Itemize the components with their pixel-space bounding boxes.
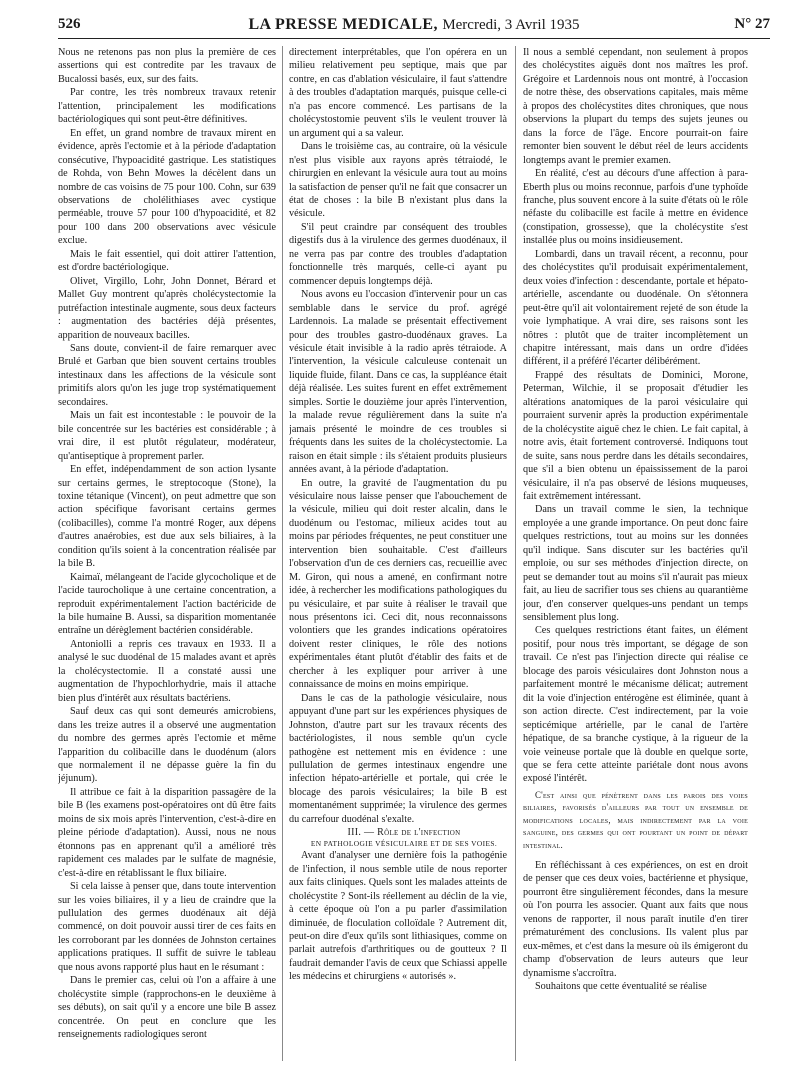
paragraph: S'il peut craindre par conséquent des troubles digestifs dus à la virulence des germes duodénaux, il ne verra pas par contre des troubles d'adaptation fonctionnelle très marqués, celle-ci ayant pu commencer depuis longtemps déjà. [289,221,507,287]
paragraph: En réfléchissant à ces expériences, on est en droit de penser que ces deux voies, bactérienne et physique, pourront être singulièrement fécondes, dans la mesure où l'on pourra les associer. Quant aux faits que nous venons de rapporter, il nous paraît inutile d'en tirer prématurément des conclusions. Ils valent plus par eux-mêmes, et c'est dans la mesure où ils émigeront du champ d'observation de leurs auteurs que leur dynamisme s'accroîtra. [523,859,748,979]
paragraph: Sauf deux cas qui sont demeurés amicrobiens, dans les treize autres il a observé une augmentation du nombre des germes après l'ectomie et même l'apparition du colibacille dans le duodénum (alors que normalement il ne dépasse guère la fin du jéjunum). [58,706,276,785]
paragraph: Antoniolli a repris ces travaux en 1933. Il a analysé le suc duodénal de 15 malades avant et après la cholécystectomie. Il a constaté aussi une augmentation de l'hypochlorhydrie, mais il attache bien plus d'intérêt aux résultats bactériens. [58,638,276,704]
text-column-2 [289,46,507,1061]
small-caps-summary: C'est ainsi que pénètrent dans les parois des voies biliaires, favorisés d'ailleurs par tout un ensemble de modifications locales, mais indirectement par la voie sanguine, des germes qui ont pourtant un point de départ intestinal. [523,789,748,850]
text-column-3 [523,46,748,1061]
paragraph: Il attribue ce fait à la disparition passagère de la bile B (les examens post-opératoires ont dû être faits moins de six mois après l'intervention, c'est-à-dire en pleine période d'adaptation). Aussi, nous ne nous étonnons pas en apprenant qu'il a amélioré très rapidement ces malades par le sulfate de magnésie, c'est-à-dire en rétablissant le flux biliaire. [58,786,276,879]
issue-date: Mercredi, 3 Avril 1935 [442,17,580,33]
paragraph: Mais le fait essentiel, qui doit attirer l'attention, est d'ordre bactériologique. [58,248,276,274]
column-divider [515,46,516,1061]
paragraph: Dans le premier cas, celui où l'on a affaire à une cholécystite simple (rapprochons-en le deuxième à ses débuts), on sait qu'il y a encore une bile B assez concentrée. On peut en conclure que les renseignements radiologiques seront [58,975,276,1041]
paragraph: Si cela laisse à penser que, dans toute intervention sur les voies biliaires, il y a lieu de craindre que la pullulation des germes duodénaux ait déjà commencé, on doit pouvoir aussi tirer de ces faits en les corroborant par les données de Johnston certaines applications pratiques. Il suffit de suivre le tableau que nous avons rapporté plus haut en le résumant : [58,881,276,973]
page-header [58,14,770,39]
paragraph: Ces quelques restrictions étant faites, un élément positif, pour nous très important, se dégage de son travail. Ce n'est pas l'injection directe qui réalise ce blocage des parois vésiculaires dont Johnston nous a parfaitement montré le mécanisme délicat; autrement dit la voie d'injection entérogène est éliminée, quant à son action directe. C'est indirectement, par la voie septicémique artérielle, par le canal de l'artère hépatique, de sa branche cystique, à la rigueur de la voie veineuse portale que là double en quelque sorte, que se fera cette atteinte pariétale dont nous avons exposé l'intérêt. [523,625,748,785]
paragraph: Avant d'analyser une dernière fois la pathogénie de l'infection, il nous semble utile de nous reporter aux faits cliniques. Quels sont les malades atteints de cholécystite ? Sont-ils réellement au déclin de la vie, à cette époque où l'on a pu parler d'assimilation diminuée, de floculation colloïdale ? Autrement dit, peut-on dire d'eux qu'ils sont lithiasiques, comme on parlait autrefois d'arthritiques ou de goutteux ? Il faudrait demander l'avis de ceux que Schiassi appelle les médecins et chirurgiens « autorisés ». [289,850,507,983]
paragraph: Dans le troisième cas, au contraire, où la vésicule n'est plus visible aux rayons après tétraiodé, le chirurgien en enlevant la vésicule aura tout au moins la satisfaction de penser qu'il ne fait que consacrer un état de choses : la bile B n'existant plus dans la vésicule. [289,141,507,220]
paragraph: En réalité, c'est au décours d'une affection à para-Eberth plus ou moins reconnue, parfois d'une typhoïde franche, plus souvent encore à la suite d'états où le rôle néfaste du colibacille est facile à mettre en évidence (constipation, grossesse), que la cholécystite s'est installée plus ou moins insidieusement. [523,168,748,247]
paragraph: En effet, un grand nombre de travaux mirent en évidence, après l'ectomie et à la période d'adaptation consécutive, l'hypoacidité gastrique. Les statistiques de Rohda, von Behn Mowes la décèlent dans un nombre de cas voisins de 75 pour 100. Cohn, sur 639 observations de cholélithiases avec cystique perméable, trouve 57 pour 100 d'hypoacidité, et 82 pour 100 dans 200 observations avec vésicule exclue. [58,127,276,247]
paragraph: Par contre, les très nombreux travaux retenir l'attention, principalement les modifications bactériologiques qui sont peut-être définitives. [58,87,276,126]
paragraph: Dans le cas de la pathologie vésiculaire, nous appuyant d'une part sur les expériences physiques de Johnston, d'autre part sur les travaux récents des bactériologistes, il nous semble qu'un cycle pathogène est nettement mis en évidence : une pullulation de germes intestinaux engendre une infection hépato-artérielle et portale, qui crée le blocage des parois vésiculaires; la bile B est momentanément supprimée; la virulence des germes du carrefour duodénal s'exalte. [289,692,507,825]
text-column-1 [58,46,276,1061]
paragraph: Mais un fait est incontestable : le pouvoir de la bile concentrée sur les bactéries est considérable ; à vrai dire, il est plutôt régulateur, modérateur, qu'antiseptique à proprement parler. [58,410,276,462]
masthead [58,16,770,34]
paragraph: directement interprétables, que l'on opérera en un milieu relativement peu septique, mais que par contre, en cas d'ablation vésiculaire, il faut s'attendre à des troubles d'adaptation marqués, puisque celle-ci n'a pas encore commencé. Les partisans de la cholécystostomie peuvent s'ils le veulent trouver là un argument qui a sa valeur. [289,47,507,139]
page-number: 526 [58,16,81,32]
paragraph: Frappé des résultats de Dominici, Morone, Peterman, Wilchie, il se proposait d'étudier les altérations anatomiques de la paroi vésiculaire qui pourraient survenir après la production expérimentale de la cholécystite aiguë chez le chien. Le fait capital, à notre avis, était fortement controversé. Indiquons tout de suite, sans nous perdre dans les détails secondaires, que s'il a bien obtenu un épaississement de la paroi vésiculaire, il n'a pas observé de lésions muqueuses, fait extrêmement intéressant. [523,369,748,502]
section-heading: III. — Rôle de l'infection [347,827,461,839]
column-divider [282,46,283,1061]
paragraph: Kaimaï, mélangeant de l'acide glycocholique et de l'acide taurocholique à une certaine concentration, a reproduit expérimentalement l'action bactéricide de la bile humaine B. Aussi, sa disparition momentanée entraîne un dérèglement bactérien considérable. [58,571,276,637]
paragraph: En outre, la gravité de l'augmentation du pu vésiculaire nous laisse penser que l'abouchement de la vésicule, milieu qui doit rester alcalin, dans le duodénum ou l'estomac, milieux acides tout au moins par périodes fréquentes, ne peut constituer une intervention bien souhaitable. C'est d'ailleurs l'observation d'un de ces derniers cas, recueillie avec M. Giron, qui nous a amené, en confirmant notre idée, à rechercher les modifications pathologiques du pu vésiculaire, et par suite à réaliser le travail que nous présentons ici. Ceci dit, nous reconnaissons volontiers que les grandes indications opératoires doivent rester cliniques, le rôle des notions expérimentales étant plutôt d'établir des faits et de chercher à les expliquer pour arriver à une connaissance de moins en moins empirique. [289,477,507,691]
paragraph: Nous ne retenons pas non plus la première de ces assertions qui est contredite par les travaux de Bucalossi basés, eux, sur des faits. [58,47,276,85]
paragraph: Lombardi, dans un travail récent, a reconnu, pour des cholécystites qu'il produisait expérimentalement, deux voies d'infection : descendante, portale et hépato-artérielle, ascendante ou duodénale. On s'étonnera peut-être qu'il ait volontairement rejeté de son étude la voie lymphatique. A vrai dire, ses raisons sont les nôtres : plutôt que de traiter incomplètement un chapitre intéressant, mais dans un ordre d'idées différent, il a préféré l'écarter délibérément. [523,248,748,368]
issue-number: N° 27 [734,16,770,32]
paragraph: Olivet, Virgillo, Lohr, John Donnet, Bérard et Mallet Guy montrent qu'après cholécystectomie la putréfaction intestinale augmente, sous deux facteurs : augmentation des bactéries déjà présentes, apparition de nouveaux bacilles. [58,275,276,341]
paragraph: Sans doute, convient-il de faire remarquer avec Brulé et Garban que bien souvent certains troubles intestinaux dans les affections de la vésicule sont primitifs alors qu'on les juge trop systématiquement secondaires. [58,342,276,408]
paragraph: Dans un travail comme le sien, la technique employée a une grande importance. On peut donc faire quelques restrictions, tout au moins sur les données qu'il indique. Sans discuter sur les bactéries qu'il emploie, ou sur ses méthodes d'injection directe, on peut se demander tout au moins s'il n'aurait pas mieux fait, au lieu de sacrifier tous ses chiens au quarantième jour, d'en conserver quelques-uns pendant un temps sensiblement plus long. [523,504,748,624]
paragraph: Souhaitons que cette éventualité se réalise [535,981,707,993]
paragraph: Nous avons eu l'occasion d'intervenir pour un cas semblable dans le service du prof. agrégé Lardennois. La malade se présentait effectivement pour des troubles gastro-duodénaux graves. La vésicule était invisible à la radio après tétraiode. A l'intervention, la vésicule calculeuse contenait un liquide fluide, filant. Dans ce cas, la suppléance était déjà réalisée. Les suites furent en effet extrêmement simples. Sortie le douzième jour après l'intervention, la malade revue régulièrement dans la suite n'a jamais présenté le moindre de ces troubles si fréquents dans les suites de la cholécystectomie. La raison en était simple : ils s'étaient produits plusieurs années avant, à la période d'adaptation. [289,289,507,476]
paragraph: Il nous a semblé cependant, non seulement à propos des cholécystites aiguës dont nos maîtres les prof. Grégoire et Lardennois nous ont montré, à l'occasion de notre thèse, des observations capitales, mais même à propos des cholécystites dites chroniques, que nous observions la plupart du temps des sujets jeunes ou dans la force de l'âge. Encore pourrait-on faire remonter bien souvent le début réel de leurs accidents longtemps avant le premier examen. [523,47,748,166]
paragraph: En effet, indépendamment de son action lysante sur certains germes, le streptocoque (Stone), la toxine tétanique (Vincent), on peut admettre que son action spécifique favorisant certains germes (colibacilles), comme l'a montré Roger, aux dépens d'autres anaérobies, est due aux sels biliaires, à la condition qu'ils soient à la concentration réalisée par la bile B. [58,464,276,570]
section-subheading: EN PATHOLOGIE VÉSICULAIRE ET DE SES VOIES. [310,839,498,849]
journal-title: LA PRESSE MEDICALE, [248,16,438,33]
